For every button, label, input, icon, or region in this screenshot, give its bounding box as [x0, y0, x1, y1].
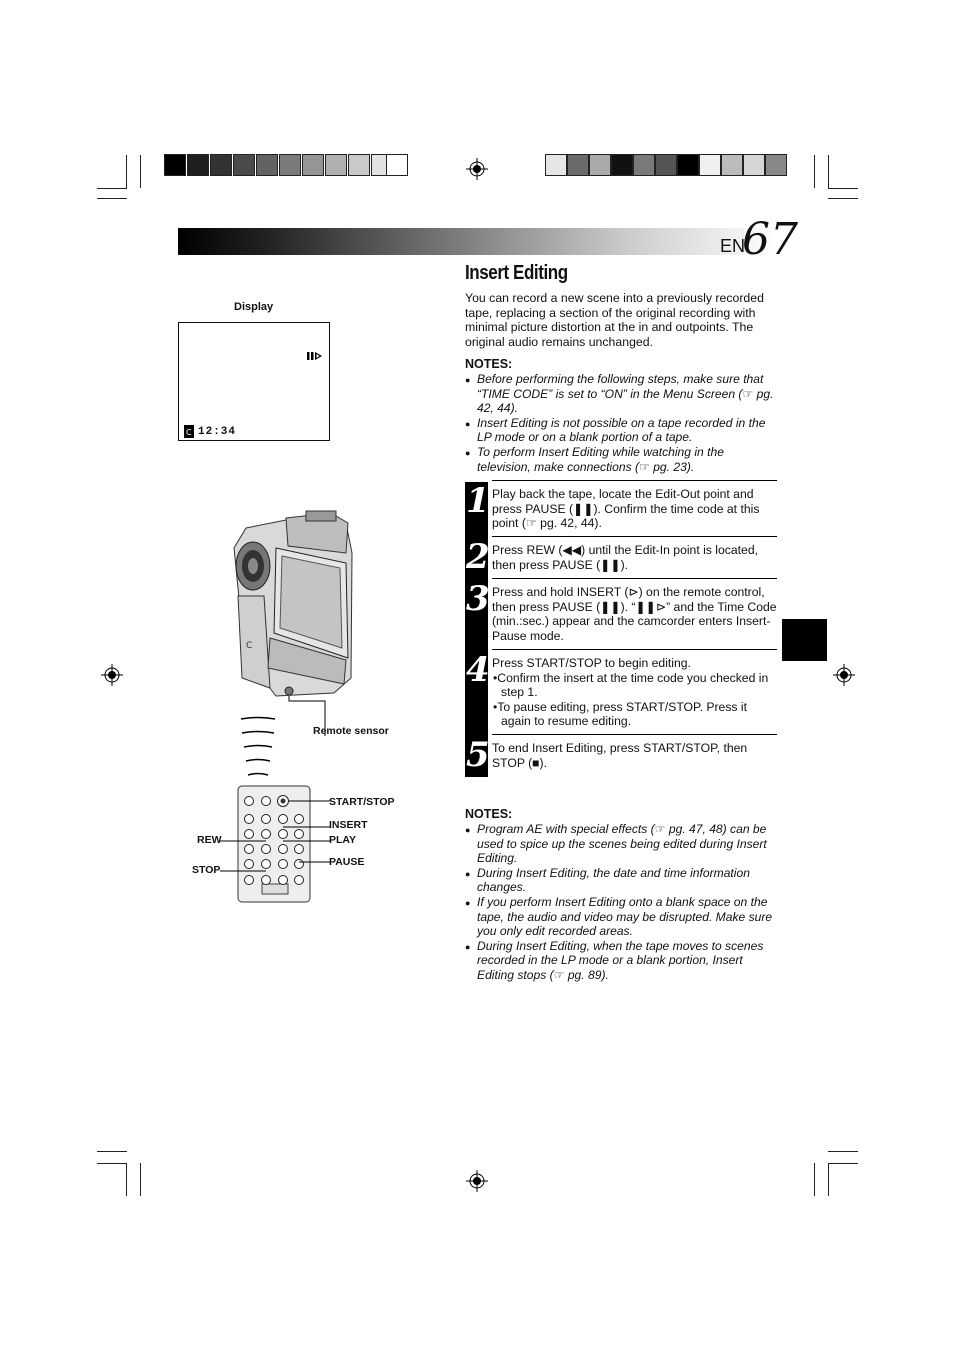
registration-mark-icon — [466, 1170, 488, 1192]
svg-text:C: C — [246, 641, 253, 651]
step-4-sub: •Confirm the insert at the time code you checked in step 1. — [493, 670, 769, 700]
notes-bottom-heading: NOTES: — [465, 807, 513, 821]
step-divider — [492, 649, 777, 650]
step-divider — [492, 734, 777, 735]
step-number: 4 — [466, 650, 490, 690]
registration-mark-icon — [833, 664, 855, 686]
step-number: 1 — [466, 481, 490, 521]
notes-bottom-list — [465, 822, 777, 983]
display-time-code: 12:34 — [198, 426, 237, 438]
intro-paragraph: You can record a new scene into a previously recorded tape, replacing a section of the original recording with minimal picture distortion at the in and outpoints. The original audio remains unchanged. — [465, 291, 764, 349]
play-label: PLAY — [329, 834, 357, 846]
note-item: ● To perform Insert Editing while watching in the television, make connections (☞ pg. 23). — [465, 445, 777, 474]
step-1-text: Play back the tape, locate the Edit-Out point and press PAUSE (❚❚). Confirm the time code at this point (☞ pg. 42, 44). — [492, 487, 760, 531]
infrared-signal-icon — [238, 716, 278, 780]
registration-mark-icon — [466, 158, 488, 180]
note-item: ● During Insert Editing, when the tape moves to scenes recorded in the LP mode or a blank portion, Insert Editing stops (☞ pg. 89). — [465, 939, 777, 983]
camcorder-illustration — [226, 508, 356, 700]
page-title: Insert Editing — [465, 262, 568, 284]
step-divider — [492, 536, 777, 537]
step-4-main: Press START/STOP to begin editing. — [492, 656, 691, 670]
steps-sidebar — [465, 482, 488, 777]
display-label: Display — [234, 301, 274, 313]
note-item: ● If you perform Insert Editing onto a blank space on the tape, the audio and video may be disrupted. Make sure you only edit recorded areas. — [465, 895, 777, 939]
start-stop-label: START/STOP — [329, 796, 395, 808]
svg-text:C: C — [186, 428, 192, 437]
step-5-text: To end Insert Editing, press START/STOP, then STOP (■). — [492, 741, 748, 770]
note-item: ● During Insert Editing, the date and time information changes. — [465, 866, 777, 895]
note-item: ● Before performing the following steps, make sure that “TIME CODE” is set to “ON” in the Menu Screen (☞ pg. 42, 44). — [465, 372, 777, 416]
chapter-tab — [782, 619, 827, 661]
registration-mark-icon — [101, 664, 123, 686]
pause-label: PAUSE — [329, 856, 365, 868]
insert-label: INSERT — [329, 819, 368, 831]
step-divider — [492, 578, 777, 579]
step-4-text — [492, 656, 777, 729]
page-number: 67 — [742, 214, 798, 265]
page-prefix: EN — [720, 236, 746, 256]
notes-top-list — [465, 372, 777, 474]
header-gradient-bar — [178, 228, 778, 255]
note-item: ● Insert Editing is not possible on a tape recorded in the LP mode or on a blank portion of a tape. — [465, 416, 777, 445]
step-divider — [492, 480, 777, 481]
note-item: ● Program AE with special effects (☞ pg. 47, 48) can be used to spice up the scenes being edited during Insert Editing. — [465, 822, 777, 866]
notes-top-heading: NOTES: — [465, 357, 513, 371]
insert-pause-icon — [307, 351, 323, 361]
step-3-text: Press and hold INSERT (⊳) on the remote control, then press PAUSE (❚❚). “❚❚⊳” and the Time Code (min.:sec.) appear and the camcorder enters Insert-Pause mode. — [492, 585, 777, 643]
step-number: 3 — [466, 579, 490, 619]
display-screen — [178, 322, 330, 441]
rew-label: REW — [197, 834, 222, 846]
step-2-text: Press REW (◀◀) until the Edit-In point is located, then press PAUSE (❚❚). — [492, 543, 758, 572]
step-number: 2 — [466, 537, 490, 577]
time-code-icon — [184, 425, 194, 438]
step-4-sub: •To pause editing, press START/STOP. Press it again to resume editing. — [493, 699, 747, 729]
stop-label: STOP — [192, 864, 221, 876]
remote-sensor-label: Remote sensor — [313, 725, 389, 737]
step-number: 5 — [466, 735, 490, 775]
